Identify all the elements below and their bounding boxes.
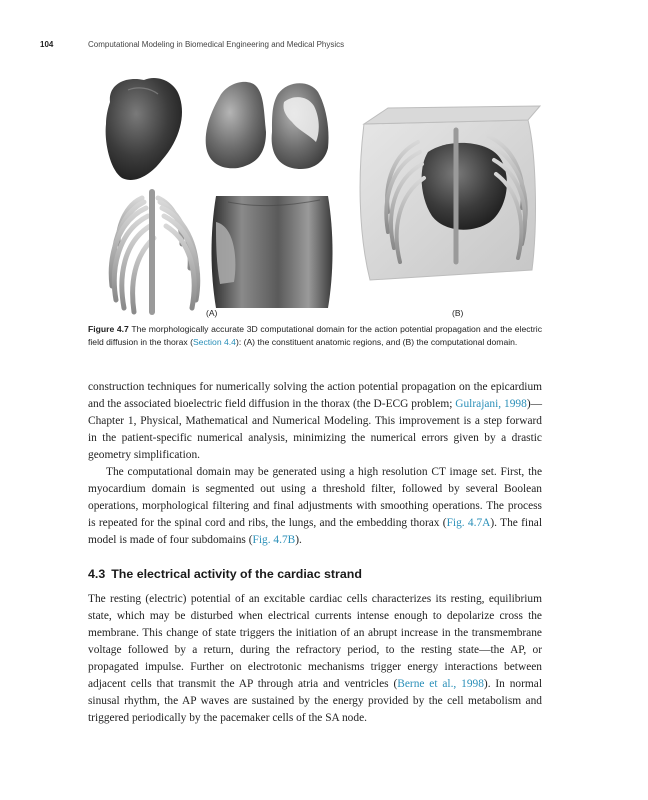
citation-berne[interactable]: Berne et al., 1998 bbox=[397, 678, 484, 690]
page-number: 104 bbox=[40, 40, 54, 49]
section-heading bbox=[88, 567, 542, 581]
heart-model bbox=[106, 78, 182, 180]
body-paragraphs-top bbox=[88, 379, 542, 549]
caption-text-1: The morphologically accurate 3D computational domain for the action potential propagation and the electric field diffusion in the thorax ( bbox=[88, 324, 543, 347]
figure-4-7 bbox=[88, 72, 550, 320]
figure-link-4-7a[interactable]: Fig. 4.7A bbox=[446, 517, 491, 529]
citation-gulrajani[interactable]: Gulrajani, 1998 bbox=[455, 398, 527, 410]
p3-text-1: The resting (electric) potential of an excitable cardiac cells characterizes its resting, equilibrium state, which may be disturbed when electrical currents intense enough to depolarize cross the membrane. This change of state triggers the initiation of an abrupt increase in the transmembrane voltage followed by a return, during the refractory period, to the resting state—the AP, or propagated impulse. Further on electrotonic mechanisms trigger energy interactions between adjacent cells that transmit the AP through atria and ventricles ( bbox=[88, 593, 542, 690]
caption-text-2: ): (A) the constituent anatomic regions, and (B) the computational domain. bbox=[235, 337, 518, 347]
paragraph-1 bbox=[88, 379, 542, 464]
paragraph-2 bbox=[88, 464, 542, 549]
section-number: 4.3 bbox=[88, 567, 106, 581]
section-title: The electrical activity of the cardiac strand bbox=[111, 567, 362, 581]
figure-caption bbox=[88, 323, 542, 349]
thorax-model bbox=[212, 196, 333, 308]
panel-b-label: (B) bbox=[452, 308, 464, 318]
figure-link-4-7b[interactable]: Fig. 4.7B bbox=[252, 534, 296, 546]
panel-a-label: (A) bbox=[206, 308, 218, 318]
ribcage-model bbox=[111, 192, 197, 312]
p2-text-3: ). bbox=[295, 534, 302, 546]
caption-label: Figure 4.7 bbox=[88, 324, 129, 334]
p2-text-2: ). The final model is made of four subdomains ( bbox=[88, 517, 542, 546]
p1-text-2: )—Chapter 1, Physical, Mathematical and Numerical Modeling. This improvement is a step forward in the patient-specific numerical analysis, minimizing the numerical errors given by a drastic geometry simplification. bbox=[88, 398, 542, 461]
running-title: Computational Modeling in Biomedical Engineering and Medical Physics bbox=[88, 40, 345, 49]
p1-text-1: construction techniques for numerically solving the action potential propagation on the epicardium and the associated bioelectric field diffusion in the thorax (the D-ECG problem; bbox=[88, 381, 542, 410]
paragraph-3 bbox=[88, 591, 542, 727]
p2-text-1: The computational domain may be generated using a high resolution CT image set. First, the myocardium domain is segmented out using a threshold filter, followed by several Boolean operations, morphological filtering and final adjustments with smoothing operations. The process is repeated for the spinal cord and ribs, the lungs, and the embedding thorax ( bbox=[88, 466, 542, 529]
figure-image bbox=[88, 72, 550, 320]
body-paragraphs-bottom bbox=[88, 591, 542, 727]
lungs-model bbox=[206, 82, 329, 169]
computational-domain-model bbox=[360, 106, 540, 280]
p3-text-2: ). In normal sinusal rhythm, the AP waves are sustained by the energy provided by the cell metabolism and triggered periodically by the pacemaker cells of the SA node. bbox=[88, 678, 542, 724]
running-header bbox=[40, 40, 548, 54]
caption-section-link[interactable]: Section 4.4 bbox=[192, 337, 236, 347]
